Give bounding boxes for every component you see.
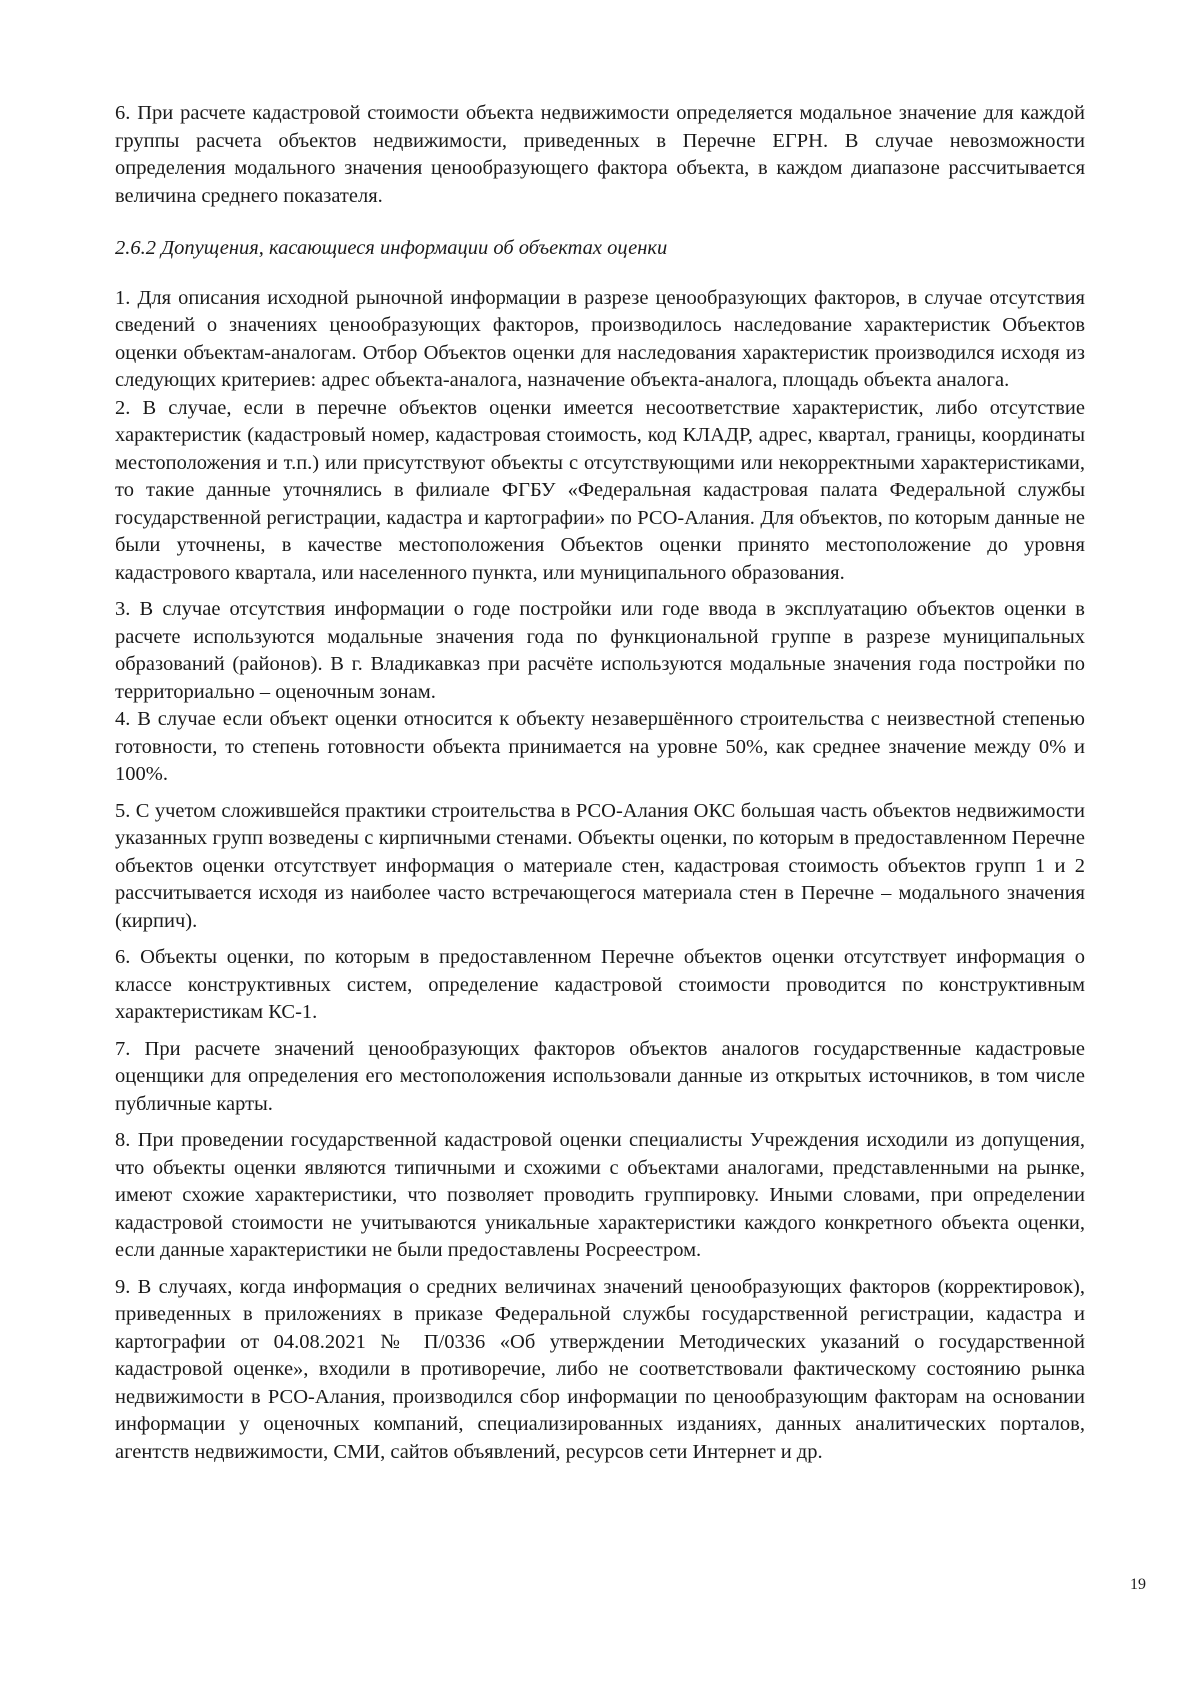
paragraph-7: 7. При расчете значений ценообразующих факторов объектов аналогов государственные кадастровые оценщики для определения его местоположения использовали данные из открытых источников, в том числе публичные карты. (115, 1037, 1085, 1115)
paragraph-2: 2. В случае, если в перечне объектов оценки имеется несоответствие характеристик, либо отсутствие характеристик (кадастровый номер, кадастровая стоимость, код КЛАДР, адрес, квартал, границы, координаты местоположения и т.п.) или присутствуют объекты с отсутствующими или некорректными характеристиками, то такие данные уточнялись в филиале ФГБУ «Федеральная кадастровая палата Федеральной службы государственной регистрации, кадастра и картографии» по РСО-Алания. Для объектов, по которым данные не были уточнены, в качестве местоположения Объектов оценки принято местоположение до уровня кадастрового квартала, или населенного пункта, или муниципального образования. (115, 396, 1085, 584)
intro-paragraph: 6. При расчете кадастровой стоимости объекта недвижимости определяется модальное значение для каждой группы расчета объектов недвижимости, приведенных в Перечне ЕГРН. В случае невозможности определения модального значения ценообразующего фактора объекта, в каждом диапазоне рассчитывается величина среднего показателя. (115, 102, 1085, 207)
paragraph-1: 1. Для описания исходной рыночной информации в разрезе ценообразующих факторов, в случае отсутствия сведений о значениях ценообразующих факторов, производилось наследование характеристик Объектов оценки объектам-аналогам. Отбор Объектов оценки для наследования характеристик производился исходя из следующих критериев: адрес объекта-аналога, назначение объекта-аналога, площадь объекта аналога. (115, 286, 1085, 391)
section-heading: 2.6.2 Допущения, касающиеся информации об объектах оценки (115, 237, 668, 259)
paragraph-9: 9. В случаях, когда информация о средних величинах значений ценообразующих факторов (корректировок), приведенных в приложениях в приказе Федеральной службы государственной регистрации, кадастра и картографии от 04.08.2021 № П/0336 «Об утверждении Методических указаний о государственной кадастровой оценке», входили в противоречие, либо не соответствовали фактическому состоянию рынка недвижимости в РСО-Алания, производился сбор информации по ценообразующим факторам на основании информации у оценочных компаний, специализированных изданиях, данных аналитических порталов, агентств недвижимости, СМИ, сайтов объявлений, ресурсов сети Интернет и др. (115, 1275, 1085, 1463)
paragraph-4: 4. В случае если объект оценки относится к объекту незавершённого строительства с неизвестной степенью готовности, то степень готовности объекта принимается на уровне 50%, как среднее значение между 0% и 100%. (115, 708, 1085, 785)
paragraph-6: 6. Объекты оценки, по которым в предоставленном Перечне объектов оценки отсутствует информация о классе конструктивных систем, определение кадастровой стоимости проводится по конструктивным характеристикам КС-1. (115, 946, 1085, 1023)
paragraph-8: 8. При проведении государственной кадастровой оценки специалисты Учреждения исходили из допущения, что объекты оценки являются типичными и схожими с объектами аналогами, представленными на рынке, имеют схожие характеристики, что позволяет проводить группировку. Иными словами, при определении кадастровой стоимости не учитываются уникальные характеристики каждого конкретного объекта оценки, если данные характеристики не были предоставлены Росреестром. (115, 1129, 1085, 1261)
paragraph-5: 5. С учетом сложившейся практики строительства в РСО-Алания ОКС большая часть объектов недвижимости указанных групп возведены с кирпичными стенами. Объекты оценки, по которым в предоставленном Перечне объектов оценки отсутствует информация о материале стен, кадастровая стоимость объектов групп 1 и 2 рассчитывается исходя из наиболее часто встречающегося материала стен в Перечне – модального значения (кирпич). (115, 799, 1085, 932)
page-content (115, 100, 1085, 1466)
page-number: 19 (1130, 1576, 1146, 1593)
paragraph-3: 3. В случае отсутствия информации о годе постройки или годе ввода в эксплуатацию объектов оценки в расчете используются модальные значения года по функциональной группе в разрезе муниципальных образований (районов). В г. Владикавказ при расчёте используются модальные значения года постройки по территориально – оценочным зонам. (115, 598, 1085, 703)
